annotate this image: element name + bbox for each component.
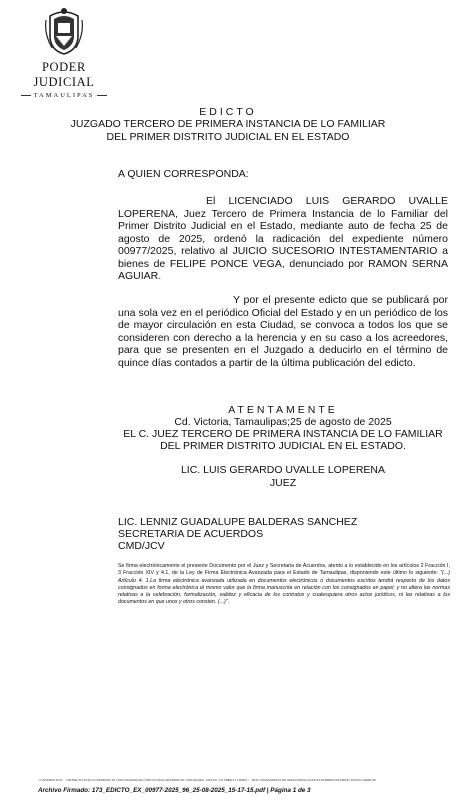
judge-title: JUEZ — [269, 477, 297, 489]
legal-text: Se firma electrónicamente el presente Documento por el Juez y Secretaria de Acuerdos, atento a lo establecido en los artículos 2 Fracción I, 3 Fracción XIV y 4.1, de la Ley de Firma Electrónica Avanzada para el Estado de Tamaulipas, disponiendo este último lo siguiente: — [118, 563, 450, 577]
transaction-line: Transacción: 58DB97D21E9F2C4A8B10F3E7D6C5B4A39281706F5E4D3C2B1A09F8E7D6C5B4A3 Datos Estampillados: 6E674369280041967AA4C605924CE8414EAB96D5E1B84F01E5EC8AAF9E — [38, 779, 377, 783]
court-heading — [0, 118, 456, 143]
legal-notice — [118, 563, 450, 607]
org-state: TAMAULIPAS — [14, 92, 114, 99]
paragraph-1: El LICENCIADO LUIS GERARDO UVALLE LOPERENA, Juez Tercero de Primera Instancia de lo Familiar del Primer Distrito Judicial en el Estado, mediante auto de fecha 25 de agosto de 2025, ordenó la radicación del expediente número 00977/2025, relativo al JUICIO SUCESORIO INTESTAMENTARIO a bienes de FELIPE PONCE VEGA, denunciado por RAMON SERNA AGUIAR. — [118, 195, 448, 282]
legal-quote: "(...) Artículo 4. 1.La firma electrónica avanzada utilizada en documentos electrónicos o documentos escritos tendrá respecto de los datos consignados en forma electrónica el mismo valor que la firma manuscrita en relación con los consignados en papel; y no altera las normas relativas a la celebración, formalización, validez y eficacia de los contratos y cualesquiera otros actos jurídicos, ni las relativas a los documentos en que unos y otros consten. (...)". — [118, 570, 450, 606]
judge-name: LIC. LUIS GERARDO UVALLE LOPERENA — [180, 464, 386, 476]
court-line-1: JUZGADO TERCERO DE PRIMERA INSTANCIA DE LO FAMILIAR — [70, 118, 386, 130]
initials: CMD/JCV — [118, 540, 165, 552]
addressee: A QUIEN CORRESPONDA: — [118, 168, 249, 180]
file-footer: Archivo Firmado: 173_EDICTO_EX_00977-2025_96_25-08-2025_15-17-15.pdf | Página 1 de 3 — [38, 787, 311, 794]
court-line-2: DEL PRIMER DISTRITO JUDICIAL EN EL ESTADO — [106, 130, 350, 143]
document-title: EDICTO — [199, 106, 257, 118]
paragraph-2: Y por el presente edicto que se publicará por una sola vez en el periódico Oficial del Estado y en un periódico de los de mayor circulación en esta Ciudad, se convoca a todos los que se consideren con derecho a la herencia y en su caso a los acreedores, para que se presenten en el Juzgado a deducirlo en el término de quince días contados a partir de la última publicación del edicto. — [118, 294, 448, 369]
org-name: PODER JUDICIAL — [33, 60, 95, 89]
judge-line-2: DEL PRIMER DISTRITO JUDICIAL EN EL ESTADO. — [160, 440, 406, 452]
closing: ATENTAMENTE — [228, 404, 338, 416]
place-date: Cd. Victoria, Tamaulipas;25 de agosto de 2025 — [174, 416, 392, 428]
poder-judicial-logo — [14, 6, 114, 99]
coat-of-arms-icon — [44, 6, 84, 56]
secretary-name: LIC. LENNIZ GUADALUPE BALDERAS SANCHEZ — [118, 516, 358, 528]
secretary-title: SECRETARIA DE ACUERDOS — [118, 528, 264, 540]
judge-line-1: EL C. JUEZ TERCERO DE PRIMERA INSTANCIA DE LO FAMILIAR — [123, 428, 443, 440]
